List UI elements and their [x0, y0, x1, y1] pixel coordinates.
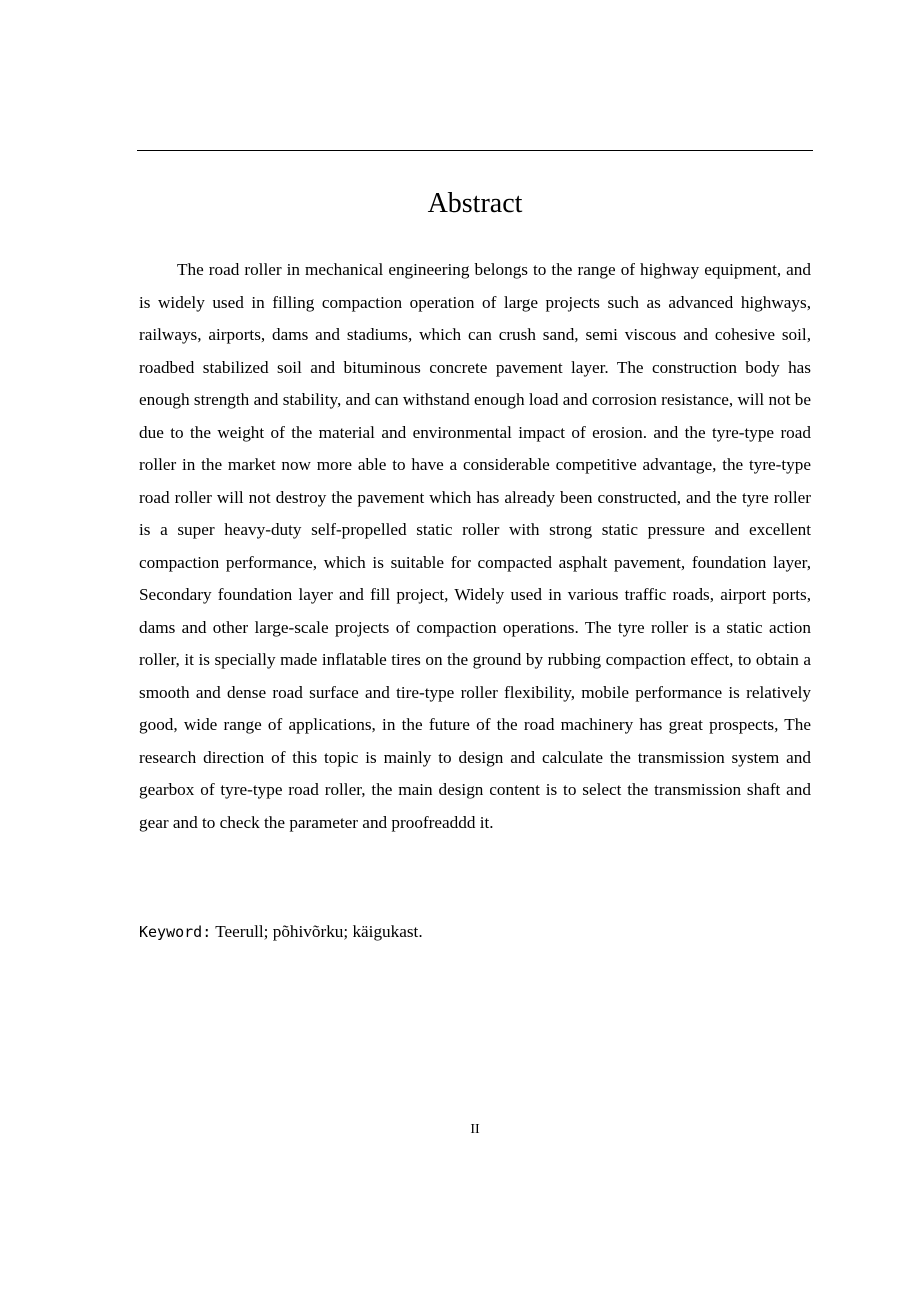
header-rule — [137, 150, 813, 151]
keywords-label: Keyword: — [139, 923, 212, 941]
page-number: II — [470, 1122, 480, 1137]
abstract-title: Abstract — [427, 188, 523, 219]
keywords-line — [139, 916, 811, 948]
abstract-body: The road roller in mechanical engineering belongs to the range of highway equipment, and is widely used in filling compaction operation of large projects such as advanced highways, railways, airports, dams and stadiums, which can crush sand, semi viscous and cohesive soil, roadbed stabilized soil and bituminous concrete pavement layer. The construction body has enough strength and stability, and can withstand enough load and corrosion resistance, will not be due to the weight of the material and environmental impact of erosion. and the tyre-type road roller in the market now more able to have a considerable competitive advantage, the tyre-type road roller will not destroy the pavement which has already been constructed, and the tyre roller is a super heavy-duty self-propelled static roller with strong static pressure and excellent compaction performance, which is suitable for compacted asphalt pavement, foundation layer, Secondary foundation layer and fill project, Widely used in various traffic roads, airport ports, dams and other large-scale projects of compaction operations. The tyre roller is a static action roller, it is specially made inflatable tires on the ground by rubbing compaction effect, to obtain a smooth and dense road surface and tire-type roller flexibility, mobile performance is relatively good, wide range of applications, in the future of the road machinery has great prospects, The research direction of this topic is mainly to design and calculate the transmission system and gearbox of tyre-type road roller, the main design content is to select the transmission shaft and gear and to check the parameter and proofreaddd it. — [139, 260, 811, 832]
keywords-text: Teerull; põhivõrku; käigukast. — [211, 922, 423, 941]
